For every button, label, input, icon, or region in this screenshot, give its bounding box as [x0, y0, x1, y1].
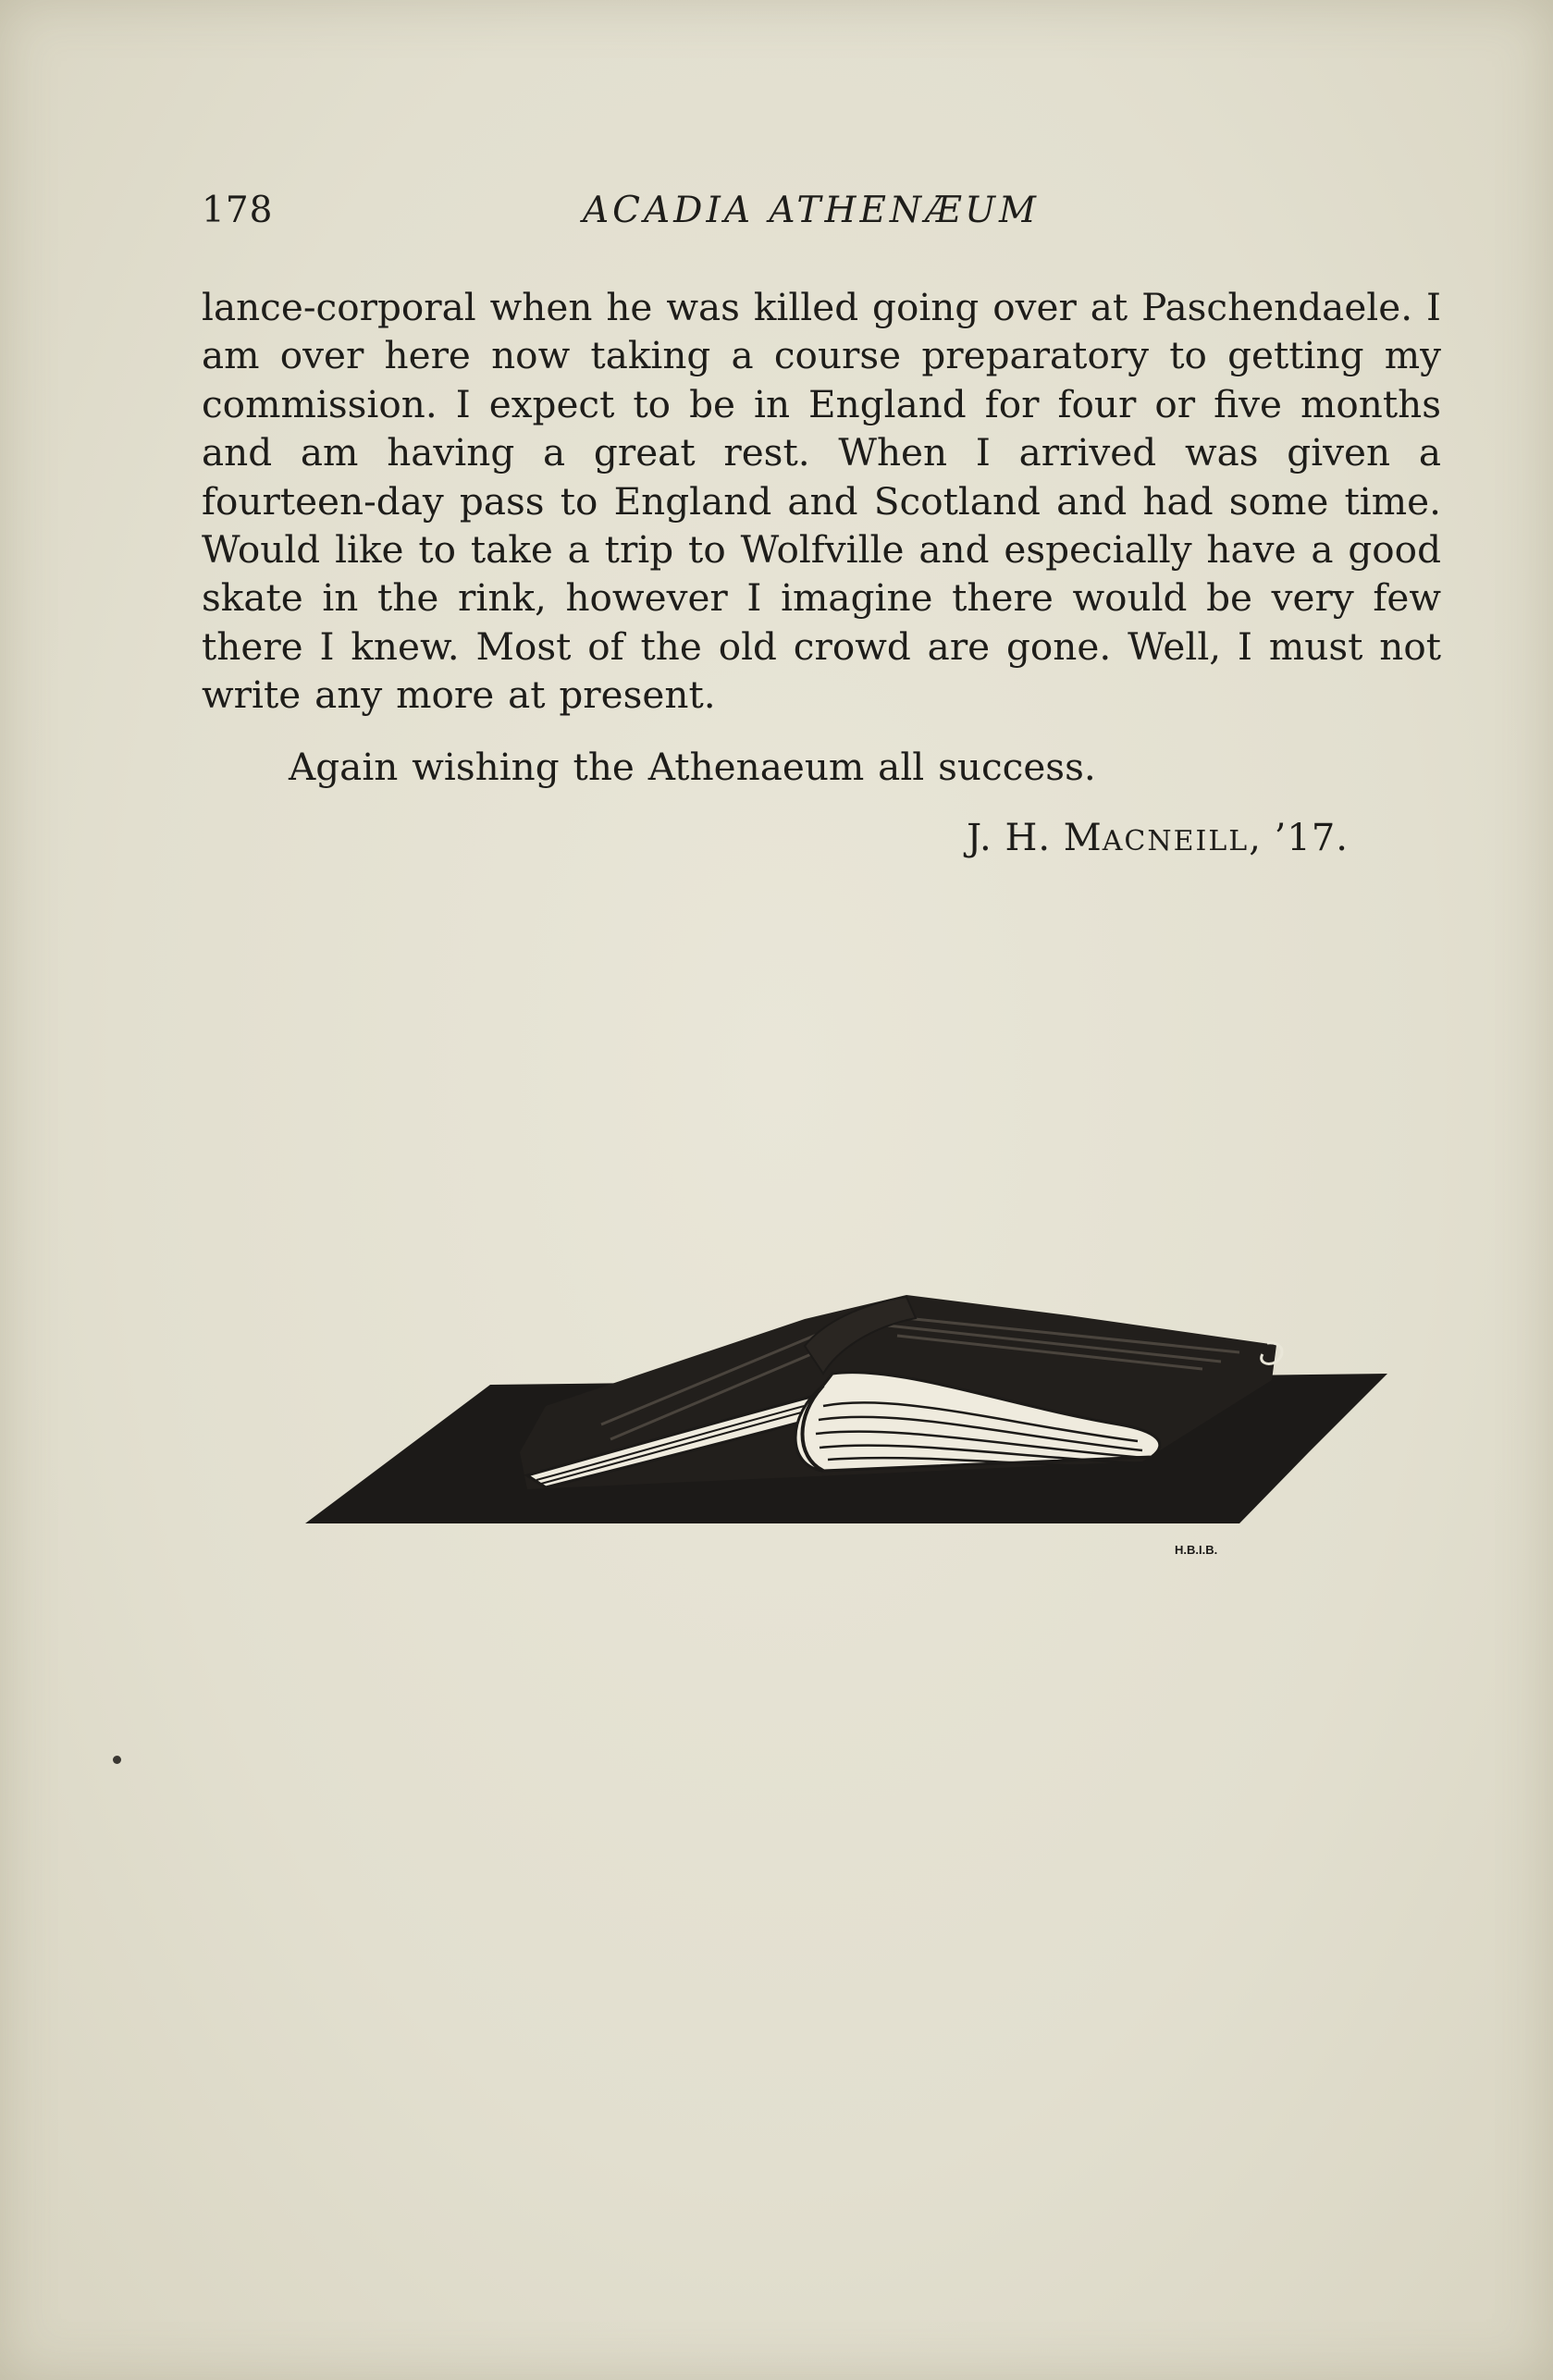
running-head	[202, 190, 1441, 245]
author-signature	[202, 814, 1441, 866]
open-book-illustration	[305, 1276, 1397, 1554]
page-number: 178	[202, 190, 274, 231]
article-body	[202, 283, 1441, 866]
signature-year: , ’17.	[1249, 817, 1349, 860]
paragraph-continued: lance-corporal when he was killed going over at Paschendaele. I am over here now taking a course preparatory to getting my commission. I expect to be in England for four or five months and am having a great rest. When I arrived was given a fourteen-day pass to England and Scotland and had some time. Would like to take a trip to Wolfville and especially have a good skate in the rink, however I imagine there would be very few there I knew. Most of the old crowd are gone. Well, I must not write any more at present.	[202, 285, 1441, 718]
paragraph-closing: Again wishing the Athenaeum all success.	[289, 744, 1096, 789]
artist-mark: H.B.I.B.	[1175, 1543, 1218, 1554]
ink-spot	[113, 1756, 121, 1764]
signature-surname: ACNEILL	[1102, 825, 1250, 858]
journal-title: ACADIA ATHENÆUM	[583, 190, 1040, 231]
signature-initials: J. H. M	[967, 817, 1103, 860]
